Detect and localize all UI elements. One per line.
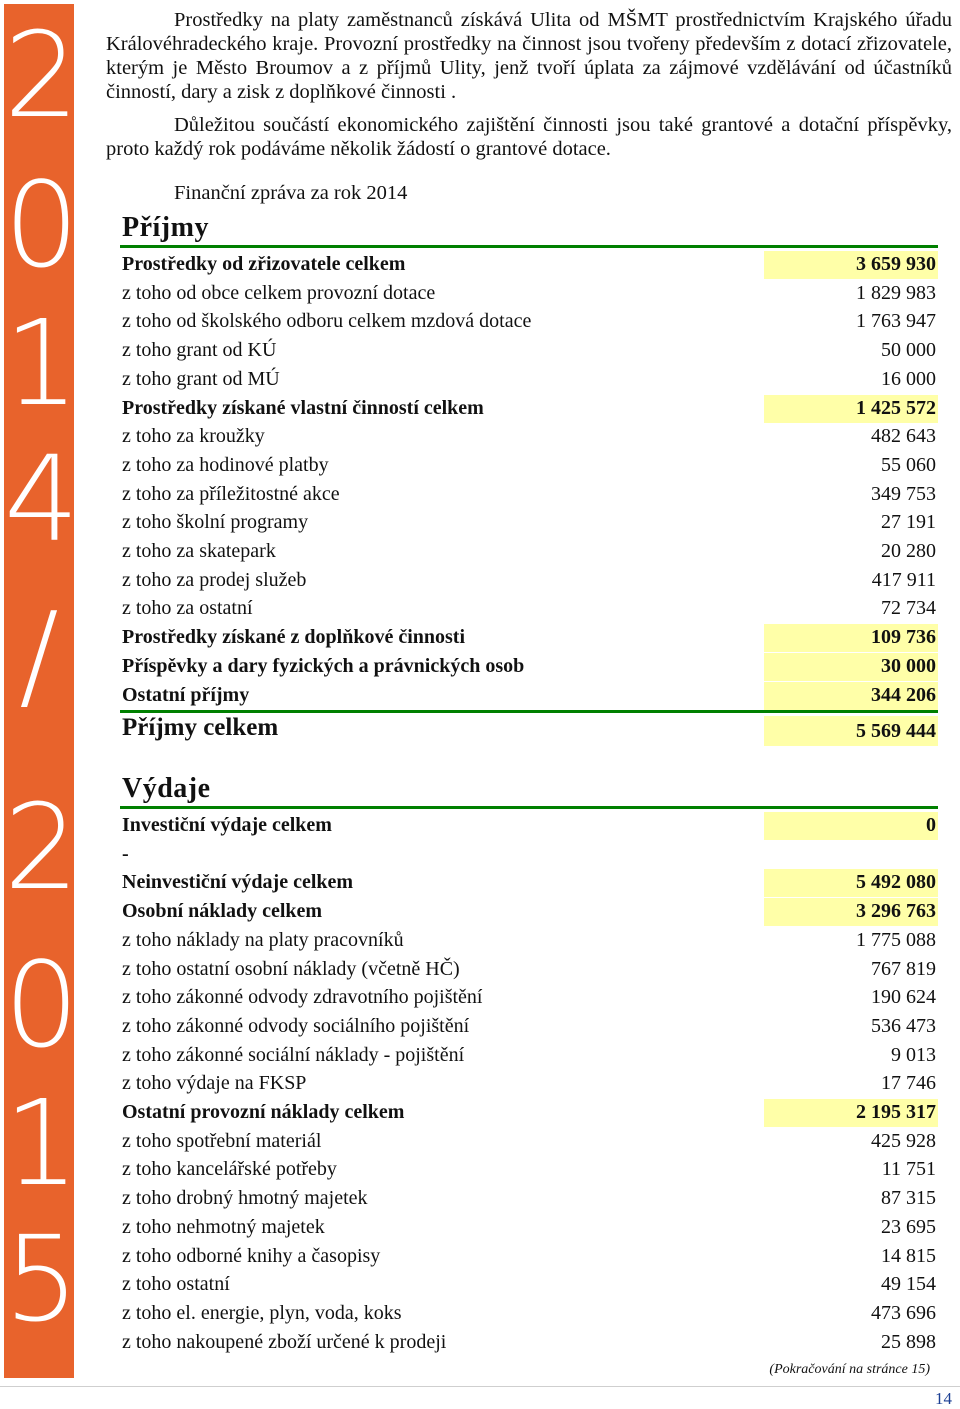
table-row <box>120 1214 938 1242</box>
table-row <box>120 956 938 984</box>
row-value: 767 819 <box>871 957 936 980</box>
row-label: Investiční výdaje celkem <box>122 814 332 836</box>
row-label: z toho drobný hmotný majetek <box>122 1187 368 1210</box>
row-value: 425 928 <box>871 1129 936 1152</box>
row-label: z toho zákonné odvody zdravotního pojištění <box>122 986 483 1009</box>
row-value: 349 753 <box>871 482 936 505</box>
table-row <box>120 869 938 897</box>
row-value: 5 492 080 <box>856 871 936 894</box>
table-row <box>120 1013 938 1041</box>
row-value: 9 013 <box>891 1043 936 1066</box>
year-char: 1 <box>4 1074 80 1212</box>
row-value: 3 659 930 <box>856 253 936 275</box>
table-row <box>120 1300 938 1328</box>
table-row <box>120 624 938 652</box>
row-value: 1 775 088 <box>856 928 936 951</box>
table-row <box>120 567 938 595</box>
row-label: z toho zákonné odvody sociálního pojištění <box>122 1014 470 1037</box>
row-label: z toho nehmotný majetek <box>122 1215 325 1238</box>
table-row <box>120 1243 938 1271</box>
row-value: 50 000 <box>881 339 936 362</box>
intro-paragraph-2: Důležitou součástí ekonomického zajištění činnosti jsou také grantové a dotační příspěvky, proto každý rok podáváme několik žádostí o grantové dotace. <box>106 114 952 160</box>
row-label: Prostředky od zřizovatele celkem <box>122 253 406 275</box>
table-row <box>120 366 938 394</box>
row-label: z toho náklady na platy pracovníků <box>122 928 404 951</box>
table-row <box>120 538 938 566</box>
table-row <box>120 927 938 955</box>
row-label: z toho za příležitostné akce <box>122 482 340 505</box>
row-label: Ostatní příjmy <box>122 683 250 706</box>
table-row <box>120 1185 938 1213</box>
row-label: z toho nakoupené zboží určené k prodeji <box>122 1330 447 1353</box>
year-char: / <box>19 586 59 724</box>
continuation-note: (Pokračování na stránce 15) <box>769 1362 930 1377</box>
table-row <box>120 481 938 509</box>
row-label: z toho výdaje na FKSP <box>122 1072 307 1095</box>
row-label: z toho odborné knihy a časopisy <box>122 1244 381 1267</box>
row-value: 109 736 <box>871 626 936 649</box>
row-value: 72 734 <box>881 597 936 620</box>
year-char: 0 <box>4 936 80 1074</box>
row-value: 23 695 <box>881 1215 936 1238</box>
year-sidebar <box>4 4 80 1378</box>
row-value: 344 206 <box>871 683 936 706</box>
row-label: Neinvestiční výdaje celkem <box>122 871 354 894</box>
row-label: z toho grant od MÚ <box>122 367 280 390</box>
intro-text <box>106 8 952 170</box>
row-label: z toho ostatní <box>122 1273 230 1296</box>
row-value: 3 296 763 <box>856 900 936 923</box>
row-value: 536 473 <box>871 1014 936 1037</box>
table-row <box>120 984 938 1012</box>
expenses-rule <box>120 806 938 809</box>
row-value: 87 315 <box>881 1187 936 1210</box>
row-label: z toho ostatní osobní náklady (včetně HČ) <box>122 957 460 980</box>
table-row <box>120 1271 938 1299</box>
row-label: Prostředky získané z doplňkové činnosti <box>122 626 465 649</box>
row-value: 1 763 947 <box>856 310 936 333</box>
row-label: Osobní náklady celkem <box>122 900 323 923</box>
row-value: 27 191 <box>881 511 936 534</box>
table-row <box>120 1128 938 1156</box>
income-total-label: Příjmy celkem <box>122 714 279 741</box>
table-row <box>120 452 938 480</box>
row-label: z toho spotřební materiál <box>122 1129 322 1152</box>
row-value: 1 425 572 <box>856 396 936 419</box>
income-rule <box>120 245 938 248</box>
income-total-value: 5 569 444 <box>856 720 936 742</box>
table-row <box>120 841 938 869</box>
table-row <box>120 509 938 537</box>
row-value: 30 000 <box>881 654 936 677</box>
table-row <box>120 1329 938 1357</box>
table-row <box>120 337 938 365</box>
row-value: 16 000 <box>881 367 936 390</box>
table-row <box>120 251 938 279</box>
report-title: Finanční zpráva za rok 2014 <box>174 182 408 204</box>
row-value: 55 060 <box>881 453 936 476</box>
row-label: Prostředky získané vlastní činností celkem <box>122 396 484 419</box>
year-char: 1 <box>4 294 80 432</box>
income-total-rule <box>120 710 938 713</box>
intro-paragraph-1: Prostředky na platy zaměstnanců získává Ulita od MŠMT prostřednictvím Krajského úřadu Královéhradeckého kraje. Provozní prostředky na činnost jsou tvořeny především z dotací zřizovatele, kterým je Město Broumov a z příjmů Ulity, jenž tvoří úplata za zájmové vzdělávání od účastníků činností, dary a zisk z doplňkové činnosti . <box>106 9 952 103</box>
income-total-row <box>120 714 938 748</box>
table-row <box>120 812 938 840</box>
row-label: z toho el. energie, plyn, voda, koks <box>122 1301 402 1324</box>
row-label: z toho za ostatní <box>122 597 253 620</box>
table-row <box>120 423 938 451</box>
table-row <box>120 595 938 623</box>
page-number: 14 <box>935 1389 952 1408</box>
table-row <box>120 308 938 336</box>
row-value: 17 746 <box>881 1072 936 1095</box>
table-row <box>120 1042 938 1070</box>
table-row <box>120 1099 938 1127</box>
income-heading: Příjmy <box>122 212 209 243</box>
row-value: 14 815 <box>881 1244 936 1267</box>
footer-divider <box>0 1386 960 1387</box>
table-row <box>120 1156 938 1184</box>
table-row <box>120 682 938 710</box>
year-char: 0 <box>4 156 80 294</box>
row-label: z toho kancelářské potřeby <box>122 1158 337 1181</box>
table-row <box>120 1070 938 1098</box>
row-value: 20 280 <box>881 540 936 562</box>
row-label: z toho grant od KÚ <box>122 339 277 362</box>
year-char: 5 <box>4 1210 80 1348</box>
row-label: z toho za hodinové platby <box>122 453 329 476</box>
year-char: 2 <box>4 6 80 144</box>
row-value: 2 195 317 <box>856 1101 936 1123</box>
highlight-cell <box>764 812 938 840</box>
row-value: 49 154 <box>881 1273 936 1296</box>
row-value: 25 898 <box>881 1330 936 1353</box>
row-label: z toho za kroužky <box>122 425 265 448</box>
row-label: z toho za skatepark <box>122 540 276 562</box>
row-label: z toho za prodej služeb <box>122 568 307 591</box>
row-value: 11 751 <box>881 1158 936 1181</box>
row-label: Ostatní provozní náklady celkem <box>122 1101 405 1123</box>
table-row <box>120 898 938 926</box>
row-label: z toho od školského odboru celkem mzdová dotace <box>122 310 532 333</box>
row-value: 0 <box>926 814 936 836</box>
year-char: 2 <box>4 778 80 916</box>
row-value: 482 643 <box>871 425 936 448</box>
row-label: z toho zákonné sociální náklady - pojištění <box>122 1043 465 1066</box>
table-row <box>120 395 938 423</box>
row-label: z toho školní programy <box>122 511 309 534</box>
table-row <box>120 653 938 681</box>
row-value: 417 911 <box>871 568 936 591</box>
row-value: 1 829 983 <box>856 281 936 304</box>
row-label: z toho od obce celkem provozní dotace <box>122 281 436 304</box>
row-label: - <box>122 842 129 865</box>
year-char: 4 <box>4 430 80 568</box>
table-row <box>120 280 938 308</box>
row-label: Příspěvky a dary fyzických a právnických osob <box>122 654 525 677</box>
row-value: 473 696 <box>871 1301 936 1324</box>
row-value: 190 624 <box>871 986 936 1009</box>
expenses-heading: Výdaje <box>122 773 211 804</box>
